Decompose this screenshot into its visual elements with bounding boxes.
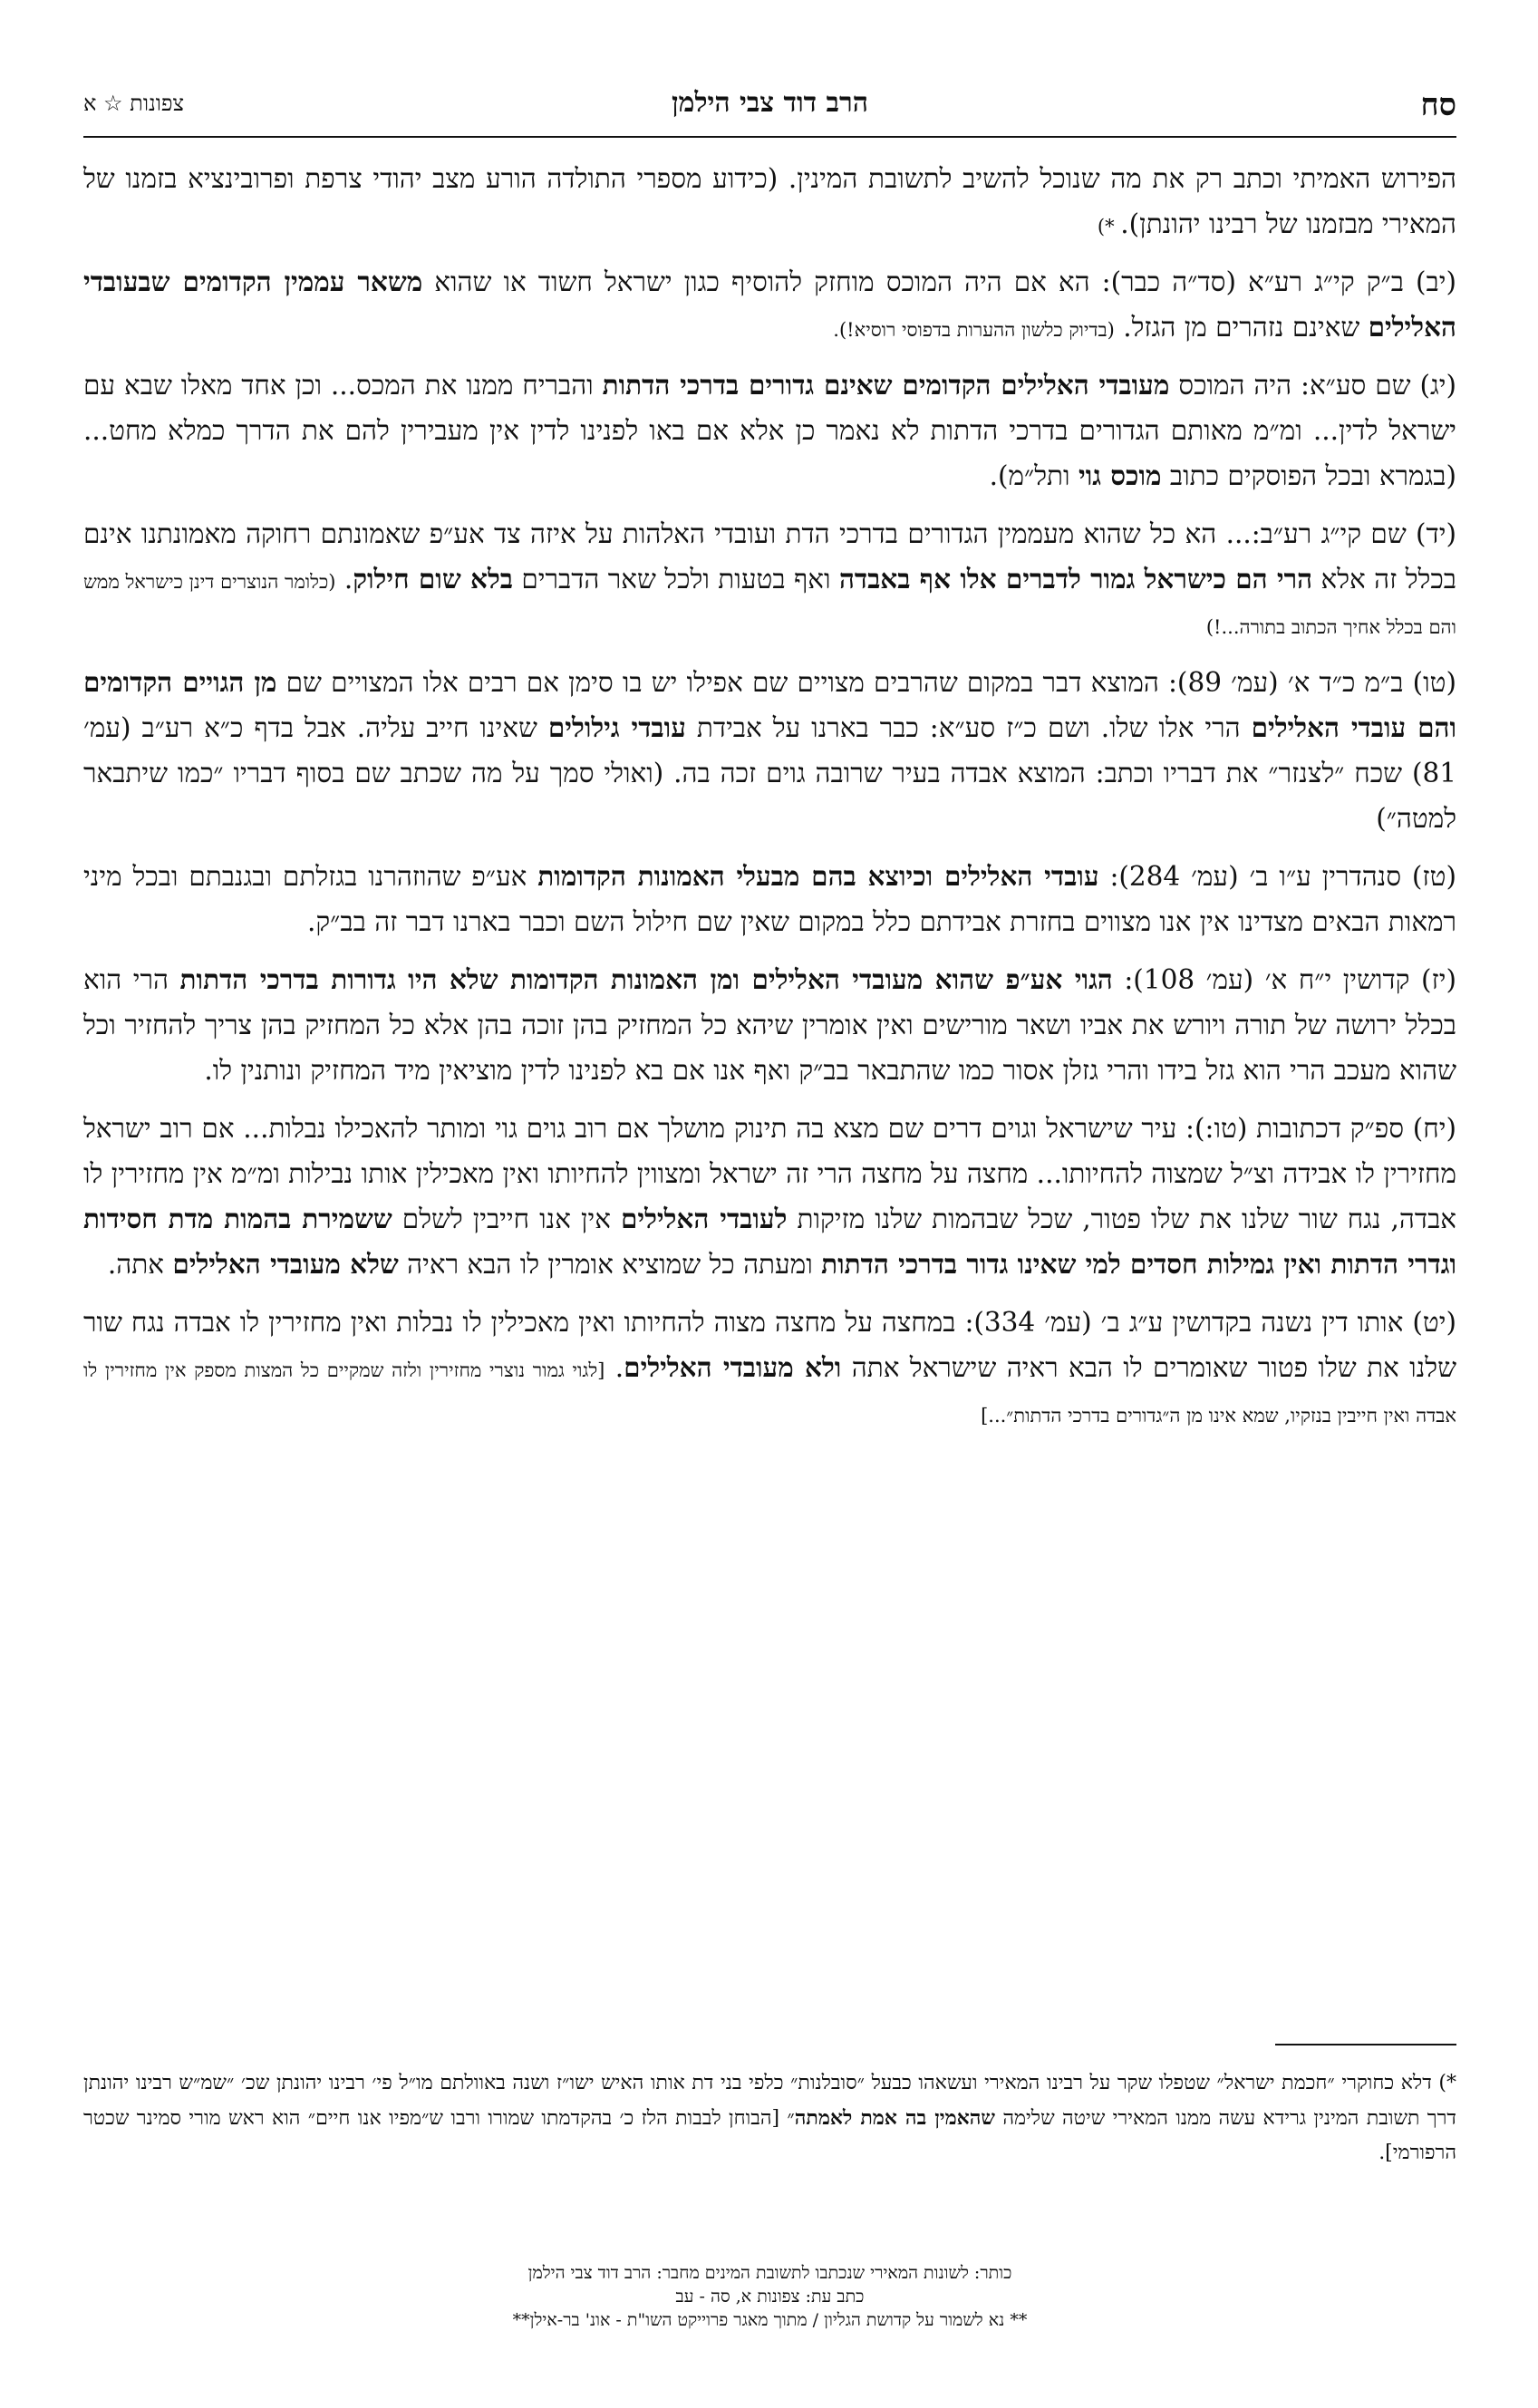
bold-phrase: בלא שום חילוק [353,563,513,595]
bold-phrase: מן הגויים הקדומים והם עובדי האלילים [83,666,1457,743]
text-run: ״ [הבוחן לבבות הלז כ׳ בהקדמתו שמורו ורבו ש״מפיו אנו חיים״ הוא ראש מורי סמינר שכטר הרפורמי]. [83,2107,1456,2164]
text-run: (יז) קדושין י״ח א׳ (עמ׳ 108): [1112,964,1456,995]
bold-phrase: משאר עממין הקדומים שבעובדי האלילים [83,266,1456,343]
text-run: שאינו חייב עליה. אבל בדף כ״א רע״ב (עמ׳ 81) שכח ״לצנזר״ את דבריו וכתב: המוצא אבדה בעיר שרובה גוים זכה בה. (ואולי סמך על מה שכתב שם בסוף דבריו ״כמו שיתבאר למטה״) [83,712,1456,834]
text-run: הרי הוא בכלל ירושה של תורה ויורש את אביו ושאר מורישים ואין אומרין שיהא כל המחזיק בהן זוכה בהן אלא כל המחזיק בהן צריך להחזיר וכל שהוא מעכב הרי הוא גזל בידו והרי גזלן אסור כמו שהתבאר בב״ק ואף אנו אם בא לפנינו לדין מוציאין מיד המחזיק ונותנין לו. [83,964,1456,1086]
bold-phrase: ששמירת בהמות מדת חסידות וגדרי הדתות ואין גמילות חסדים למי שאינו גדור בדרכי הדתות [83,1203,1456,1280]
editor-note: (בדיוק כלשון ההערות בדפוסי רוסיא!). [833,319,1115,341]
text-run: . [605,1352,624,1383]
bold-phrase: הגוי אע״פ שהוא מעובדי האלילים ומן האמונות הקדומות שלא היו גדורות בדרכי הדתות [179,963,1113,995]
text-run: הפירוש האמיתי וכתב רק את מה שנוכל להשיב לתשובת המינין. (כידוע מספרי התולדה הורע מצב יהודי צרפת ופרובינציא בזמנו של המאירי מבזמנו של רבינו יהונתן). [83,163,1456,239]
page-footer [83,2261,1456,2332]
text-run: שאינם נזהרים מן הגזל. [1114,312,1369,343]
paragraph [83,511,1456,647]
paragraph [83,1106,1456,1287]
bold-phrase: ולא מעובדי האלילים [624,1351,842,1383]
footer-notice-line: ** נא לשמור על קדושת הגליון / מתוך מאגר פרוייקט השו"ת - אונ' בר-אילן** [512,2310,1028,2330]
bold-phrase: מעובדי האלילים הקדומים שאינם גדורים בדרכי הדתות [602,369,1170,401]
text-run: אע״פ שהוזהרנו בגזלתם ובגנבתם ובכל מיני רמאות הבאים מצדינו אין אנו מצווים בחזרת אבידתם כלל במקום שאין שם חילול השם וכבר בארנו דבר זה בב״ק. [83,861,1456,937]
bold-phrase: עובדי האלילים וכיוצא בהם מבעלי האמונות הקדומות [537,860,1099,892]
page-number: סח [1420,87,1456,123]
text-run: הרי אלו שלו. ושם כ״ז סע״א: כבר בארנו על אבידת [685,712,1252,743]
bold-phrase: הרי הם כישראל גמור לדברים אלו אף באבדה [838,563,1313,595]
paragraph [83,957,1456,1093]
text-run: אין אנו חייבין לשלם [392,1204,621,1234]
editor-note: [לגוי גמור נוצרי מחזירין ולזה שמקיים כל המצות מספק אין מחזירין לו אבדה ואין חייבין בנזקיו, שמא אינו מן ה״גדורים בדרכי הדתות״...] [83,1359,1456,1426]
paragraph [83,660,1456,841]
text-run: (יט) אותו דין נשנה בקדושין ע״ג ב׳ (עמ׳ 334): במחצה על מחצה מצוה להחיותו ואין מאכילין לו נבלות ואין מחזירין לו אבדה נגח שור שלנו את שלו פטור שאומרים לו הבא ראיה שישראל אתה [83,1307,1456,1383]
journal-title: צפונות ☆ א [83,91,185,116]
text-run: ומעתה כל שמוציא אומרין לו הבא ראיה [398,1249,822,1280]
text-run: (יד) שם קי״ג רע״ב:... הא כל שהוא מעממין הגדורים בדרכי הדת ועובדי האלהות על איזה צד אע״פ שאמונתם רחוקה מאמונתנו אינם בכלל זה אלא [83,518,1456,595]
bold-phrase: שהאמין בה אמת לאמתה [794,2106,995,2130]
paragraph [83,854,1456,944]
bold-phrase: מוכס גוי [1078,459,1162,491]
footer-title-line: כותר: לשונות המאירי שנכתבו לתשובת המינים מחבר: הרב דוד צבי הילמן [527,2263,1012,2283]
text-run: . [335,564,353,595]
text-run: ואף בטעות ולכל שאר הדברים [512,564,839,595]
text-run: אתה. [107,1249,173,1280]
main-text [83,156,1456,1448]
paragraph [83,156,1456,247]
footer-journal-line: כתב עת: צפונות א, סה - עב [675,2287,865,2306]
paragraph [83,259,1456,350]
bold-phrase: לעובדי האלילים [620,1203,788,1234]
text-run: *) דלא כחוקרי ״חכמת ישראל״ שטפלו שקר על רבינו המאירי ועשאהו כבעל ״סובלנות״ כלפי בני דת אותו האיש ישו״ז ושנה באוולתם מו״ל פי׳ רבינו יהונתן שכ׳ ״שמ״ש רבינו יהונתן דרך תשובת המינין גרידא עשה ממנו המאירי שיטה שלימה [83,2072,1457,2130]
text-run: ותל״מ). [989,460,1079,491]
author-title: הרב דוד צבי הילמן [672,87,868,119]
editor-note: (כלומר הנוצרים דינן כישראל ממש והם בכלל אחיך הכתוב בתורה...!) [83,571,1456,638]
paragraph [83,1300,1456,1436]
document-page [83,73,1456,2393]
text-run: (יג) שם סע״א: היה המוכס [1169,370,1456,401]
text-run: והבריח ממנו את המכס... וכן אחד מאלו שבא עם ישראל לדין... ומ״מ מאותם הגדורים בדרכי הדתות לא נאמר כן אלא אם באו לפנינו לדין אין מעבירין להם את הדרך כמלא מחט... (בגמרא ובכל הפוסקים כתוב [83,370,1456,491]
footnote [83,2066,1456,2171]
text-run: (יב) ב״ק קי״ג רע״א (סד״ה כבר): הא אם היה המוכס מוחזק להוסיף כגון ישראל חשוד או שהוא [422,266,1456,297]
text-run: (יח) ספ״ק דכתובות (טו:): עיר שישראל וגוים דרים שם מצא בה תינוק מושלך אם רוב גוים גוי ומותר להאכילו נבלות... אם רוב ישראל מחזירין לו אבידה וצ״ל שמצוה להחיותו... מחצה על מחצה הרי זה ישראל ומצווין להחיותו ואין מאכילין אותו נבילות ומ״מ אין מחזירין לו אבדה, נגח שור שלנו את שלו פטור, שכל שבהמות שלנו מזיקות [83,1113,1457,1234]
text-run: (טז) סנהדרין ע״ו ב׳ (עמ׳ 284): [1098,861,1456,892]
page-header [83,73,1456,138]
bold-phrase: שלא מעובדי האלילים [172,1248,399,1280]
bold-phrase: עובדי גילולים [547,711,686,743]
editor-note: *) [1097,216,1121,237]
text-run: (טו) ב״מ כ״ד א׳ (עמ׳ 89): המוצא דבר במקום שהרבים מצויים שם אפילו יש בו סימן אם רבים אלו המצויים שם [276,667,1457,698]
footnote-divider [1275,2044,1456,2045]
paragraph [83,363,1456,498]
